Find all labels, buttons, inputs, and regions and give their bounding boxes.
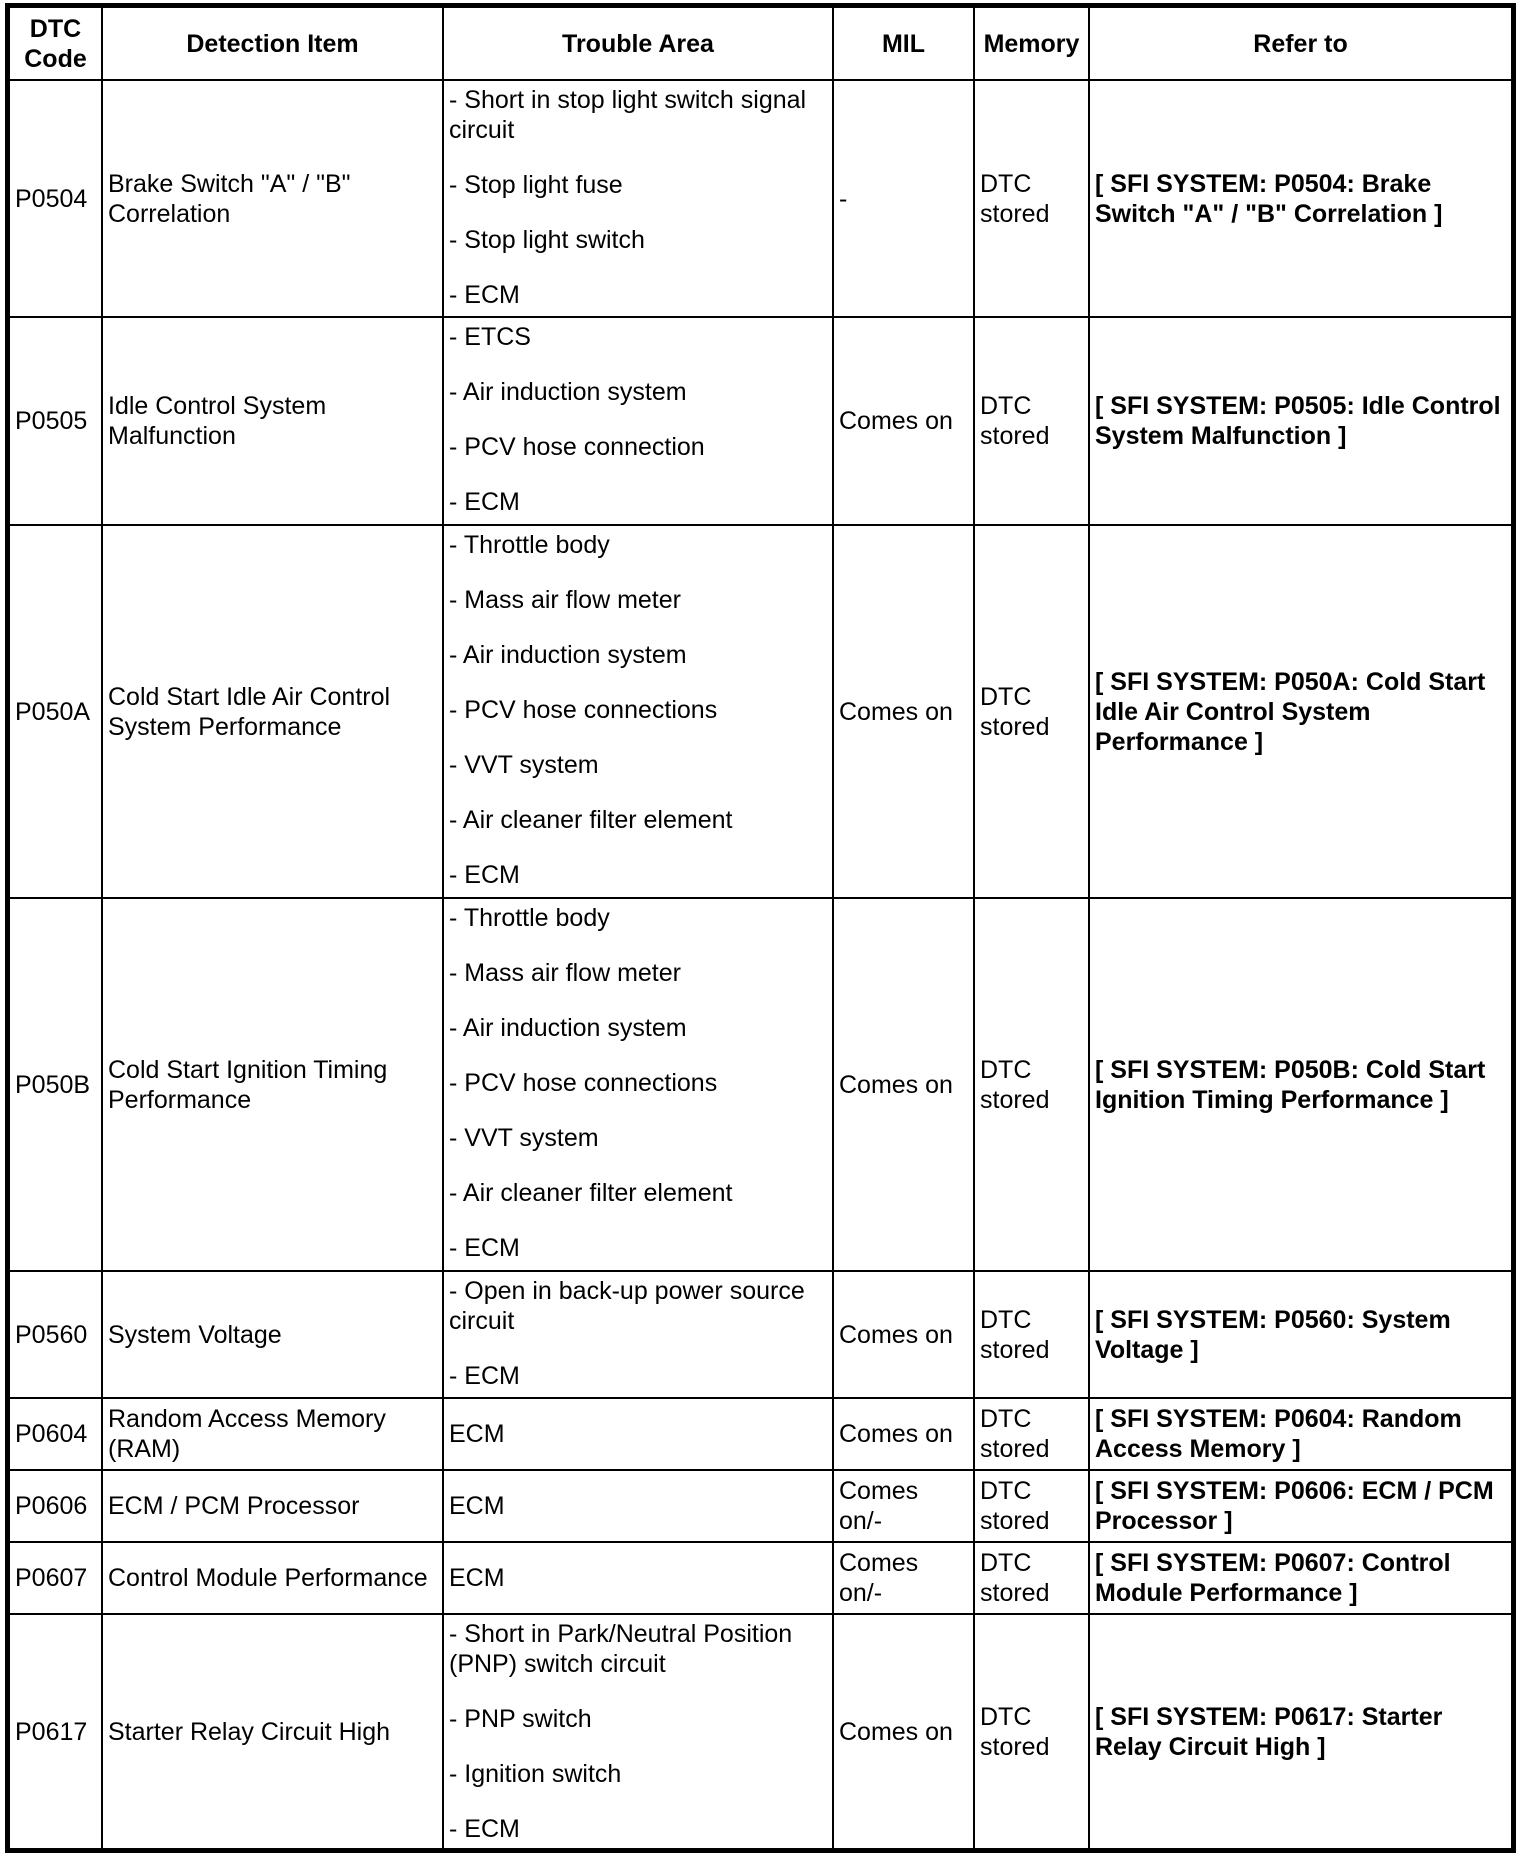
col-header-detection-item: Detection Item [102,7,443,80]
trouble-area-item: - ETCS [449,323,531,351]
trouble-area-item: - Stop light switch [449,226,645,254]
trouble-area-item: - PCV hose connections [449,1069,718,1097]
trouble-area-item: - Short in stop light switch signal circuit [449,86,807,144]
trouble-area-cell [443,1470,833,1542]
trouble-area-item: - Air induction system [449,641,687,669]
mil-cell: Comes on/- [833,1470,974,1542]
refer-to-cell: [ SFI SYSTEM: P050A: Cold Start Idle Air Control System Performance ] [1089,525,1512,898]
col-header-trouble-area: Trouble Area [443,7,833,80]
table-row [9,1271,1512,1398]
trouble-area-item: - ECM [449,1234,520,1262]
trouble-area-item: - Air cleaner filter element [449,1179,733,1207]
trouble-area-item: - Air cleaner filter element [449,806,733,834]
table-body [9,80,1512,1849]
trouble-area-item: ECM [449,1420,505,1448]
table-row [9,1614,1512,1849]
memory-cell: DTC stored [974,525,1089,898]
trouble-area-item: ECM [449,1564,505,1592]
detection-item-cell: Starter Relay Circuit High [102,1614,443,1849]
table-header-row [9,7,1512,80]
detection-item-cell: Idle Control System Malfunction [102,317,443,525]
refer-to-cell: [ SFI SYSTEM: P050B: Cold Start Ignition Timing Performance ] [1089,898,1512,1271]
detection-item-cell: Cold Start Idle Air Control System Performance [102,525,443,898]
trouble-area-item: - ECM [449,281,520,309]
trouble-area-cell [443,317,833,525]
dtc-code-cell: P050B [9,898,102,1271]
trouble-area-item: - Ignition switch [449,1760,622,1788]
table-row [9,80,1512,317]
table-row [9,1470,1512,1542]
trouble-area-item: - Mass air flow meter [449,959,681,987]
detection-item-cell: Cold Start Ignition Timing Performance [102,898,443,1271]
trouble-area-item: - PNP switch [449,1705,592,1733]
memory-cell: DTC stored [974,1398,1089,1470]
table-row [9,898,1512,1271]
mil-cell: Comes on [833,1271,974,1398]
mil-cell: Comes on [833,1398,974,1470]
memory-cell: DTC stored [974,317,1089,525]
trouble-area-item: - VVT system [449,1124,599,1152]
trouble-area-item: - Mass air flow meter [449,586,681,614]
memory-cell: DTC stored [974,1470,1089,1542]
mil-cell: Comes on/- [833,1542,974,1614]
refer-to-cell: [ SFI SYSTEM: P0617: Starter Relay Circuit High ] [1089,1614,1512,1849]
dtc-code-cell: P0504 [9,80,102,317]
trouble-area-cell [443,898,833,1271]
trouble-area-item: - PCV hose connections [449,696,718,724]
memory-cell: DTC stored [974,1542,1089,1614]
mil-cell: - [833,80,974,317]
col-header-refer-to: Refer to [1089,7,1512,80]
refer-to-cell: [ SFI SYSTEM: P0607: Control Module Performance ] [1089,1542,1512,1614]
mil-cell: Comes on [833,525,974,898]
trouble-area-item: - Open in back-up power source circuit [449,1277,805,1335]
trouble-area-item: - ECM [449,1815,520,1843]
col-header-dtc-code: DTC Code [9,7,102,80]
trouble-area-cell [443,525,833,898]
memory-cell: DTC stored [974,1271,1089,1398]
table-row [9,525,1512,898]
dtc-code-cell: P0604 [9,1398,102,1470]
mil-cell: Comes on [833,317,974,525]
refer-to-cell: [ SFI SYSTEM: P0505: Idle Control System Malfunction ] [1089,317,1512,525]
dtc-code-cell: P050A [9,525,102,898]
table-row [9,317,1512,525]
trouble-area-cell [443,80,833,317]
refer-to-cell: [ SFI SYSTEM: P0606: ECM / PCM Processor ] [1089,1470,1512,1542]
memory-cell: DTC stored [974,898,1089,1271]
trouble-area-item: - ECM [449,488,520,516]
detection-item-cell: Brake Switch "A" / "B" Correlation [102,80,443,317]
trouble-area-item: - ECM [449,861,520,889]
detection-item-cell: ECM / PCM Processor [102,1470,443,1542]
trouble-area-item: - Stop light fuse [449,171,623,199]
trouble-area-cell [443,1271,833,1398]
refer-to-cell: [ SFI SYSTEM: P0504: Brake Switch "A" / "B" Correlation ] [1089,80,1512,317]
dtc-table-container [8,6,1511,1849]
trouble-area-item: - Throttle body [449,531,610,559]
col-header-mil: MIL [833,7,974,80]
trouble-area-item: - Short in Park/Neutral Position (PNP) switch circuit [449,1620,793,1678]
memory-cell: DTC stored [974,80,1089,317]
trouble-area-item: - ECM [449,1362,520,1390]
trouble-area-item: - PCV hose connection [449,433,705,461]
dtc-code-cell: P0607 [9,1542,102,1614]
dtc-code-cell: P0505 [9,317,102,525]
mil-cell: Comes on [833,898,974,1271]
dtc-code-cell: P0560 [9,1271,102,1398]
mil-cell: Comes on [833,1614,974,1849]
trouble-area-item: - Air induction system [449,378,687,406]
trouble-area-cell [443,1542,833,1614]
refer-to-cell: [ SFI SYSTEM: P0604: Random Access Memory ] [1089,1398,1512,1470]
trouble-area-item: - Throttle body [449,904,610,932]
detection-item-cell: System Voltage [102,1271,443,1398]
trouble-area-item: - Air induction system [449,1014,687,1042]
dtc-table [8,6,1513,1850]
table-row [9,1542,1512,1614]
dtc-code-cell: P0617 [9,1614,102,1849]
trouble-area-cell [443,1614,833,1849]
detection-item-cell: Control Module Performance [102,1542,443,1614]
dtc-code-cell: P0606 [9,1470,102,1542]
trouble-area-cell [443,1398,833,1470]
refer-to-cell: [ SFI SYSTEM: P0560: System Voltage ] [1089,1271,1512,1398]
table-row [9,1398,1512,1470]
trouble-area-item: - VVT system [449,751,599,779]
memory-cell: DTC stored [974,1614,1089,1849]
col-header-memory: Memory [974,7,1089,80]
detection-item-cell: Random Access Memory (RAM) [102,1398,443,1470]
trouble-area-item: ECM [449,1492,505,1520]
